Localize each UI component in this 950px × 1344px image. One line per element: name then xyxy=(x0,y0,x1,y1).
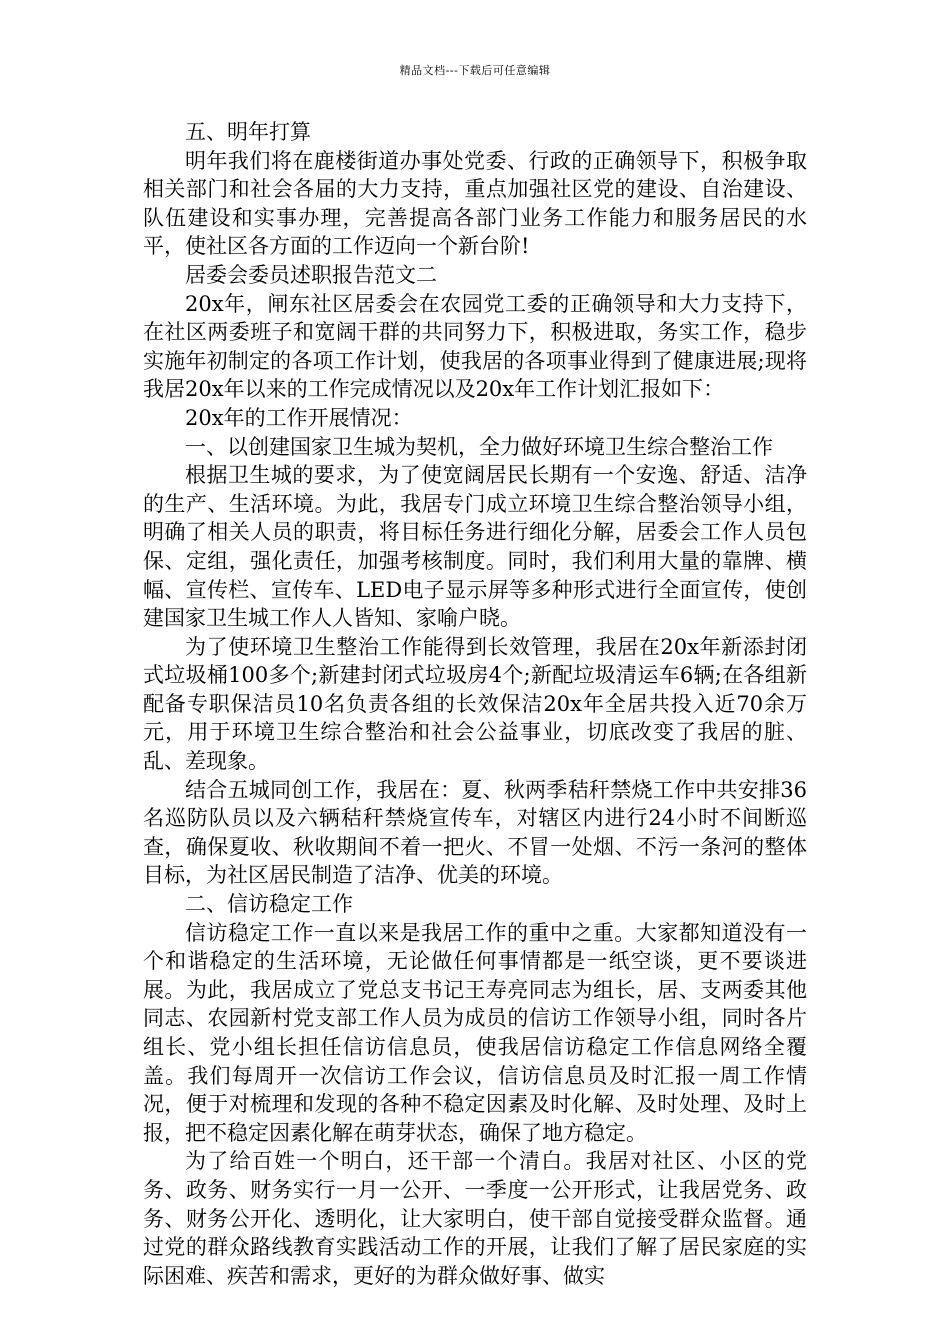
paragraph: 为了使环境卫生整治工作能得到长效管理，我居在20x年新添封闭式垃圾桶100多个;新建封闭式垃圾房4个;新配垃圾清运车6辆;在各组新配备专职保洁员10名负责各组的长效保洁20x年全居共投入近70余万元，用于环境卫生综合整治和社会公益事业，切底改变了我居的脏、乱、差现象。 xyxy=(143,634,807,774)
paragraph: 为了给百姓一个明白，还干部一个清白。我居对社区、小区的党务、政务、财务实行一月一公开、一季度一公开形式，让我居党务、政务、财务公开化、透明化，让大家明白，使干部自觉接受群众监督。通过党的群众路线教育实践活动工作的开展，让我们了解了居民家庭的实际困难、疾苦和需求，更好的为群众做好事、做实 xyxy=(143,1149,807,1288)
paragraph: 根据卫生城的要求，为了使宽阔居民长期有一个安逸、舒适、洁净的生产、生活环境。为此，我居专门成立环境卫生综合整治领导小组，明确了相关人员的职责，将目标任务进行细化分解，居委会工作人员包保、定组，强化责任，加强考核制度。同时，我们利用大量的靠牌、横幅、宣传栏、宣传车、LED电子显示屏等多种形式进行全面宣传，使创建国家卫生城工作人人皆知、家喻户晓。 xyxy=(143,463,807,631)
page-header: 精品文档---下载后可任意编辑 xyxy=(399,64,551,77)
paragraph: 20x年，闸东社区居委会在农园党工委的正确领导和大力支持下，在社区两委班子和宽阔干群的共同努力下，积极进取，务实工作，稳步实施年初制定的各项工作计划，使我居的各项事业得到了健康进展;现将我居20x年以来的工作完成情况以及20x年工作计划汇报如下： xyxy=(143,291,807,402)
section-heading-sanitation: 一、以创建国家卫生城为契机，全力做好环境卫生综合整治工作 xyxy=(185,434,773,459)
section-heading-petition: 二、信访稳定工作 xyxy=(185,892,353,917)
document-subtitle: 居委会委员述职报告范文二 xyxy=(185,262,437,287)
paragraph: 结合五城同创工作，我居在：夏、秋两季秸秆禁烧工作中共安排36名巡防队员以及六辆秸秆禁烧宣传车，对辖区内进行24小时不间断巡查，确保夏收、秋收期间不着一把火、不冒一处烟、不污一条河的整体目标，为社区居民制造了洁净、优美的环境。 xyxy=(143,777,807,888)
paragraph: 明年我们将在鹿楼街道办事处党委、行政的正确领导下，积极争取相关部门和社会各届的大力支持，重点加强社区党的建设、自治建设、队伍建设和实事办理，完善提高各部门业务工作能力和服务居民的水平，使社区各方面的工作迈向一个新台阶! xyxy=(143,148,807,259)
section-heading-plan: 五、明年打算 xyxy=(185,120,311,144)
section-heading-overview: 20x年的工作开展情况： xyxy=(185,405,413,430)
document-body xyxy=(143,118,807,1290)
paragraph: 信访稳定工作一直以来是我居工作的重中之重。大家都知道没有一个和谐稳定的生活环境，无论做任何事情都是一纸空谈，更不要谈进展。为此，我居成立了党总支书记王寿亮同志为组长，居、支两委其他同志、农园新村党支部工作人员为成员的信访工作领导小组，同时各片组长、党小组长担任信访信息员，使我居信访稳定工作信息网络全覆盖。我们每周开一次信访工作会议，信访信息员及时汇报一周工作情况，便于对梳理和发现的各种不稳定因素及时化解、及时处理、及时上报，把不稳定因素化解在萌芽状态，确保了地方稳定。 xyxy=(143,920,807,1145)
